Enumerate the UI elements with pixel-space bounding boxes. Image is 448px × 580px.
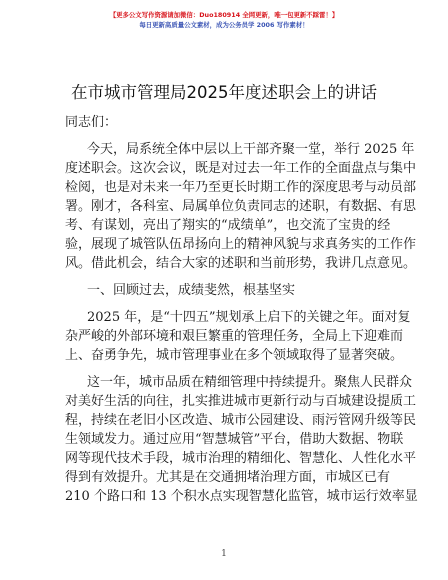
paragraph-line: 得到有效提升。尤其是在交通拥堵治理方面，市城区已有	[65, 470, 391, 485]
paragraph-line: 杂严峻的外部环境和艰巨繁重的管理任务，全局上下迎难而	[65, 329, 404, 344]
paragraph-line: 验，展现了城管队伍昂扬向上的精神风貌与求真务实的工作作	[65, 237, 417, 252]
salutation: 同志们：	[65, 115, 118, 130]
paragraph-line: 署。刚才，各科室、局属单位负责同志的述职，有数据、有思	[65, 199, 417, 214]
paragraph-line: 这一年，城市品质在精细管理中持续提升。聚焦人民群众	[87, 375, 413, 390]
promo-line-1: 【更多公文写作资源请加微信：Duo180914 全网更新，唯一包更新不踩雷！】	[109, 11, 339, 19]
paragraph-line: 检阅，也是对未来一年乃至更长时期工作的深度思考与动员部	[65, 180, 417, 195]
paragraph-line: 考、有谋划，亮出了翔实的“成绩单”，也交流了宝贵的经	[65, 218, 391, 233]
paragraph-line-last: 风。借此机会，结合大家的述职和当前形势，我讲几点意见。	[65, 256, 417, 271]
paragraph-line: 210 个路口和 13 个积水点实现智慧化监管，城市运行效率显	[65, 489, 418, 504]
paragraph-line: 程，持续在老旧小区改造、城市公园建设、雨污管网升级等民	[65, 413, 417, 428]
section-heading: 一、回顾过去，成绩斐然，根基坚实	[87, 283, 296, 298]
paragraph-line: 网等现代技术手段，城市治理的精细化、智慧化、人性化水平	[65, 451, 417, 466]
paragraph-line: 生领域发力。通过应用“智慧城管”平台，借助大数据、物联	[65, 432, 404, 447]
paragraph-line: 2025 年，是“十四五”规划承上启下的关键之年。面对复	[87, 310, 411, 325]
page-number: 1	[221, 549, 227, 559]
document-title: 在市城市管理局2025年度述职会上的讲话	[71, 83, 377, 102]
paragraph-line-last: 上、奋勇争先，城市管理事业在多个领域取得了显著突破。	[65, 348, 404, 363]
paragraph-line: 度述职会。这次会议，既是对过去一年工作的全面盘点与集中	[65, 161, 417, 176]
paragraph-line: 对美好生活的向往，扎实推进城市更新行动与百城建设提质工	[65, 394, 417, 409]
paragraph-line: 今天，局系统全体中层以上干部齐聚一堂，举行 2025 年	[87, 142, 415, 157]
promo-line-2: 每日更新高质量公文素材，成为公务员学 2006 写作素材！	[139, 21, 309, 29]
